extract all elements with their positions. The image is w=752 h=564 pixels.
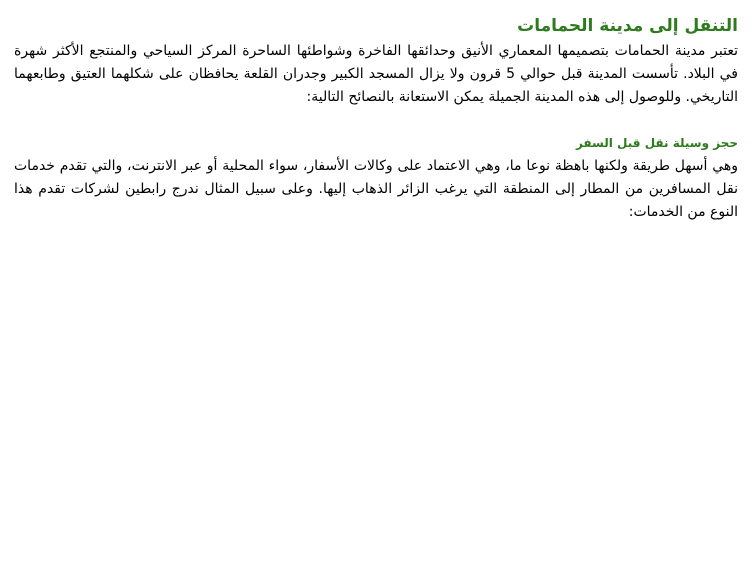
paragraph-spacer [14,109,738,132]
article-title: التنقل إلى مدينة الحمامات [517,16,738,36]
section-paragraph: وهي أسهل طريقة ولكنها باهظة نوعا ما، وهي الاعتماد على وكالات الأسفار، سواء المحلية أو عبر الانترنت، والتي تقدم خدمات نقل المسافرين من المطار إلى المنطقة التي يرغب الزائر الذهاب إليها. وعلى سبيل المثال ندرج رابطين لشركات تقدم هذا النوع من الخدمات: [14,158,738,220]
intro-paragraph: تعتبر مدينة الحمامات بتصميمها المعماري الأنيق وحدائقها الفاخرة وشواطئها الساحرة المركز السياحي والمنتجع الأكثر شهرة في البلاد. تأسست المدينة قبل حوالي 5 قرون ولا يزال المسجد الكبير وجدران القلعة يحافظان على شكلهما العتيق وطابعهما التاريخي. وللوصول إلى هذه المدينة الجميلة يمكن الاستعانة بالنصائح التالية: [14,43,738,105]
section-heading: حجز وسيلة نقل قبل السفر [575,136,738,150]
